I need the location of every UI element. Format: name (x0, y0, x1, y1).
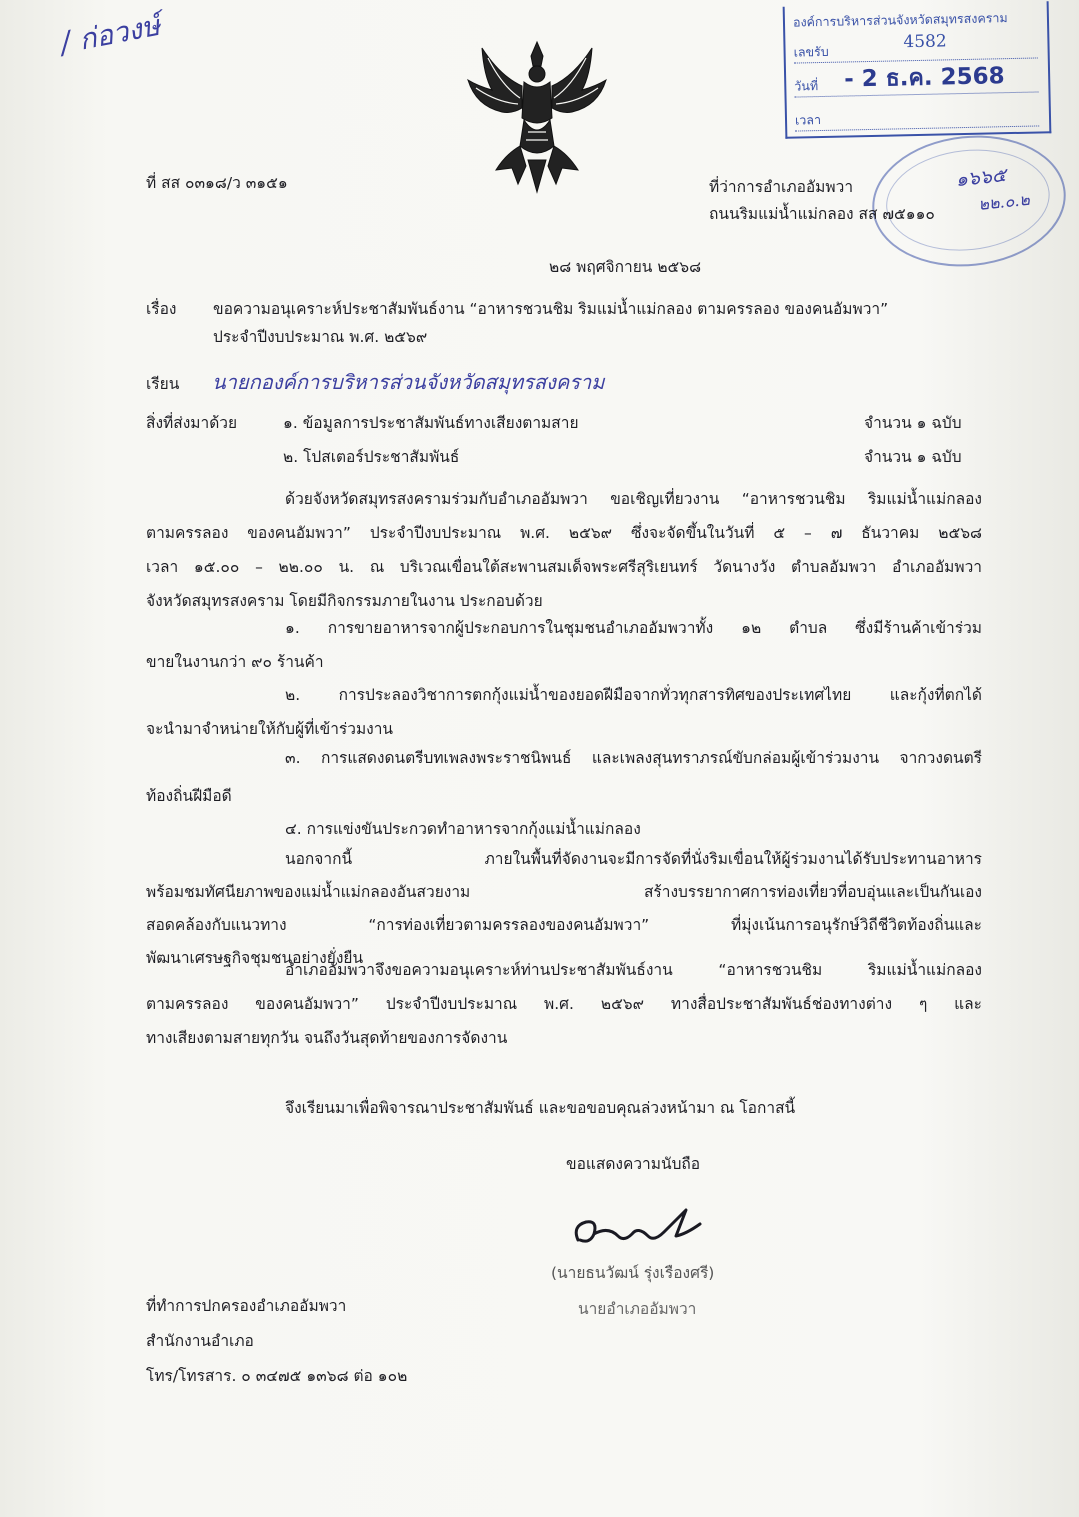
office-line-2: ถนนริมแม่น้ำแม่กลอง สส ๗๕๑๑๐ (709, 205, 935, 223)
subject-label: เรื่อง (146, 300, 177, 318)
round-stamp (866, 126, 1073, 276)
signer-name: (นายธนวัฒน์ รุ่งเรืองศรี) (551, 1264, 715, 1282)
receipt-time-label: เวลา (794, 112, 822, 128)
receipt-no-value: 4582 (903, 31, 947, 53)
handwritten-note: / ก่อวงษ์ (57, 8, 163, 62)
attachment-qty-2: จำนวน ๑ ฉบับ (864, 448, 962, 466)
office-line-1: ที่ว่าการอำเภออัมพวา (709, 178, 854, 196)
activity-1-line-2: ขายในงานกว่า ๙๐ ร้านค้า (146, 653, 324, 671)
subject-line-2: ประจำปีงบประมาณ พ.ศ. ๒๕๖๙ (213, 328, 428, 346)
activity-2-line-1: ๒. การประลองวิชาการตกกุ้งแม่น้ำของยอดฝีมือจากทั่วทุกสารทิศของประเทศไทย และกุ้งที่ตกได้ (285, 686, 982, 704)
receipt-date-label: วันที่ (794, 78, 819, 94)
footer-office: ที่ทำการปกครองอำเภออัมพวา (146, 1297, 347, 1315)
body-p2-line-3: สอดคล้องกับแนวทาง “การท่องเที่ยวตามครรลองของคนอัมพวา” ที่มุ่งเน้นการอนุรักษ์วิถีชีวิตท้องถิ่นและ (146, 916, 982, 934)
activity-item-4: ๔. การแข่งขันประกวดทำอาหารจากกุ้งแม่น้ำแม่กลอง (285, 820, 641, 838)
receipt-stamp-org: องค์การบริหารส่วนจังหวัดสมุทรสงคราม (792, 10, 1008, 30)
body-p1-line-1: ด้วยจังหวัดสมุทรสงครามร่วมกับอำเภออัมพวา ขอเชิญเที่ยวงาน “อาหารชวนชิม ริมแม่น้ำแม่กลอง (285, 490, 982, 508)
body-p1-line-4: จังหวัดสมุทรสงคราม โดยมีกิจกรรมภายในงาน ประกอบด้วย (146, 592, 543, 610)
activity-1-line-1: ๑. การขายอาหารจากผู้ประกอบการในชุมชนอำเภออัมพวาทั้ง ๑๒ ตำบล ซึ่งมีร้านค้าเข้าร่วม (285, 619, 982, 637)
attachments-label: สิ่งที่ส่งมาด้วย (146, 414, 238, 432)
body-p2-line-2: พร้อมชมทัศนียภาพของแม่น้ำแม่กลองอันสวยงาม สร้างบรรยากาศการท่องเที่ยวที่อบอุ่นและเป็นกันเอง (146, 883, 982, 901)
signature-icon (568, 1200, 708, 1256)
body-p2-line-4: พัฒนาเศรษฐกิจชุมชนอย่างยั่งยืน (146, 949, 364, 967)
signer-title: นายอำเภออัมพวา (578, 1300, 697, 1318)
closing-sentence: จึงเรียนมาเพื่อพิจารณาประชาสัมพันธ์ และขอขอบคุณล่วงหน้ามา ณ โอกาสนี้ (285, 1099, 796, 1117)
body-p3-line-2: ตามครรลอง ของคนอัมพวา” ประจำปีงบประมาณ พ.ศ. ๒๕๖๙ ทางสื่อประชาสัมพันธ์ช่องทางต่าง ๆ และ (146, 995, 982, 1013)
subject-line-1: ขอความอนุเคราะห์ประชาสัมพันธ์งาน “อาหารชวนชิม ริมแม่น้ำแม่กลอง ตามครรลอง ของคนอัมพวา” (213, 300, 889, 318)
receipt-date-value: - 2 ธ.ค. 2568 (843, 63, 1005, 93)
activity-item-1 (146, 617, 982, 685)
round-stamp-date: ๒๒.๐.๒ (977, 189, 1031, 214)
round-stamp-number: ๑๖๖๕ (954, 164, 1008, 192)
body-p1-line-3: เวลา ๑๕.๐๐ – ๒๒.๐๐ น. ณ บริเวณเขื่อนใต้สะพานสมเด็จพระศรีสุริเยนทร์ วัดนางวัง ตำบลอัมพวา อำเภออัมพวา (146, 558, 982, 576)
footer-phone: โทร/โทรสาร. ๐ ๓๔๗๕ ๑๓๖๘ ต่อ ๑๐๒ (146, 1367, 408, 1385)
document-number: ที่ สส ๐๓๑๘/ว ๓๑๕๑ (146, 174, 288, 192)
activity-item-2 (146, 684, 982, 752)
body-paragraph-1 (146, 488, 982, 624)
garuda-emblem-icon (462, 36, 612, 196)
footer-section: สำนักงานอำเภอ (146, 1332, 254, 1350)
body-p2-line-1: นอกจากนี้ ภายในพื้นที่จัดงานจะมีการจัดที่นั่งริมเขื่อนให้ผู้ร่วมงานได้รับประทานอาหาร (285, 850, 982, 868)
activity-3-line-1: ๓. การแสดงดนตรีบทเพลงพระราชนิพนธ์ และเพลงสุนทราภรณ์ขับกล่อมผู้เข้าร่วมงาน จากวงดนตรี (285, 749, 982, 767)
attachment-item-2: ๒. โปสเตอร์ประชาสัมพันธ์ (283, 448, 460, 466)
activity-3-line-2: ท้องถิ่นฝีมือดี (146, 787, 232, 805)
to-label: เรียน (146, 375, 180, 393)
receipt-no-label: เลขรับ (793, 43, 829, 60)
body-paragraph-3 (146, 959, 982, 1061)
attachment-item-1: ๑. ข้อมูลการประชาสัมพันธ์ทางเสียงตามสาย (283, 414, 579, 432)
body-p1-line-2: ตามครรลอง ของคนอัมพวา” ประจำปีงบประมาณ พ.ศ. ๒๕๖๙ ซึ่งจะจัดขึ้นในวันที่ ๕ – ๗ ธันวาคม ๒๕๖๘ (146, 524, 982, 542)
attachment-qty-1: จำนวน ๑ ฉบับ (864, 414, 962, 432)
to-recipient-handwritten: นายกองค์การบริหารส่วนจังหวัดสมุทรสงคราม (212, 370, 605, 394)
receipt-stamp (783, 1, 1052, 139)
regards: ขอแสดงความนับถือ (566, 1155, 701, 1173)
body-p3-line-3: ทางเสียงตามสายทุกวัน จนถึงวันสุดท้ายของการจัดงาน (146, 1029, 508, 1047)
activity-item-3 (146, 747, 982, 819)
body-p3-line-1: อำเภออัมพวาจึงขอความอนุเคราะห์ท่านประชาสัมพันธ์งาน “อาหารชวนชิม ริมแม่น้ำแม่กลอง (285, 961, 982, 979)
document-date: ๒๘ พฤศจิกายน ๒๕๖๘ (549, 258, 702, 276)
activity-2-line-2: จะนำมาจำหน่ายให้กับผู้ที่เข้าร่วมงาน (146, 720, 394, 738)
